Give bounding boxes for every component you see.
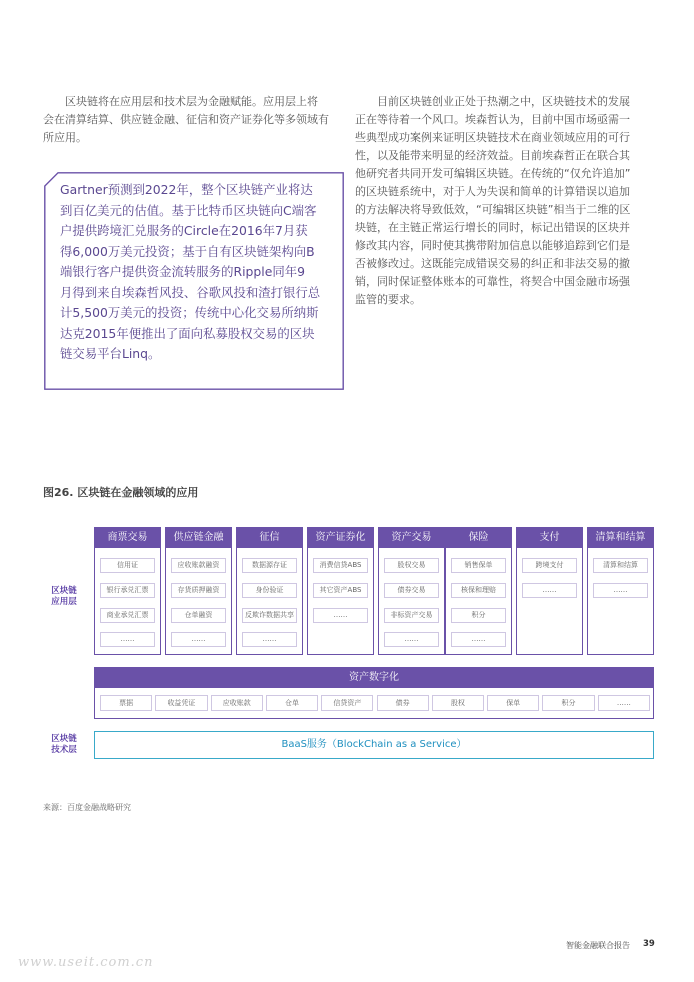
application-item: 信用证 [100, 558, 155, 573]
callout-line: 计5,500万美元的投资；传统中心化交易所纳斯 [60, 305, 319, 320]
technology-layer-label-line: 技术层 [51, 745, 77, 755]
asset-item: 仓单 [266, 695, 318, 711]
left-paragraph-line: 区块链将在应用层和技术层为金融赋能。应用层上将 [43, 95, 318, 108]
application-column [307, 527, 374, 655]
application-column [94, 527, 161, 655]
column-header: 资产交易 [379, 528, 444, 548]
application-layer-label [44, 586, 84, 608]
baas-service-bar: BaaS服务（BlockChain as a Service） [94, 731, 654, 759]
asset-item: 保单 [487, 695, 539, 711]
right-paragraph-line: 的区块链系统中，对于人为失误和简单的计算错误以追加 [355, 185, 630, 198]
right-paragraph-line: 他研究者共同开发可编辑区块链。在传统的“仅允许追加” [355, 167, 631, 180]
left-paragraph-line: 所应用。 [43, 131, 87, 144]
asset-item: 债券 [377, 695, 429, 711]
callout-box [44, 172, 344, 390]
application-item: 消费信贷ABS [313, 558, 368, 573]
right-paragraph [355, 93, 653, 309]
application-item: 数据源存证 [242, 558, 297, 573]
right-paragraph-line: 监管的要求。 [355, 293, 421, 306]
application-column [587, 527, 654, 655]
application-item: …… [593, 583, 648, 598]
right-paragraph-line: 的方法解决将导致低效，“可编辑区块链”相当于二维的区 [355, 203, 631, 216]
application-item: 清算和结算 [593, 558, 648, 573]
column-header: 供应链金融 [166, 528, 231, 548]
asset-item: …… [598, 695, 650, 711]
asset-item: 信贷资产 [321, 695, 373, 711]
application-item: 非标资产交易 [384, 608, 439, 623]
source-note: 来源：百度金融战略研究 [43, 803, 131, 812]
callout-line: 得6,000万美元投资；基于自有区块链架构向B [60, 243, 315, 259]
right-paragraph-line: 目前区块链创业正处于热潮之中，区块链技术的发展 [355, 95, 630, 108]
right-paragraph-line: 修改其内容，同时使其携带附加信息以能够追踪到它们是 [355, 239, 630, 252]
asset-item: 应收账款 [211, 695, 263, 711]
column-header: 保险 [446, 528, 511, 548]
application-item: 债券交易 [384, 583, 439, 598]
callout-line: 月得到来自埃森哲风投、谷歌风投和渣打银行总 [60, 284, 321, 300]
right-paragraph-line: 性，以及能带来明显的经济效益。目前埃森哲正在联合其 [355, 149, 630, 162]
application-item: 银行承兑汇票 [100, 583, 155, 598]
application-item: …… [522, 583, 577, 598]
asset-item: 票据 [100, 695, 152, 711]
application-item: …… [313, 608, 368, 623]
application-column [165, 527, 232, 655]
application-item: 身份验证 [242, 583, 297, 598]
asset-digitization-header: 资产数字化 [95, 668, 653, 688]
application-item: 股权交易 [384, 558, 439, 573]
footer-report-title: 智能金融联合报告 [566, 941, 630, 950]
application-column [378, 527, 445, 655]
callout-line: 到百亿美元的估值。基于比特币区块链向C端客 [60, 202, 317, 218]
application-item: …… [384, 632, 439, 647]
column-header: 商票交易 [95, 528, 160, 548]
technology-layer-label-line: 区块链 [51, 734, 77, 744]
column-header: 征信 [237, 528, 302, 548]
right-paragraph-line: 销，同时保证整体账本的可靠性，将契合中国金融市场强 [355, 275, 630, 288]
callout-line: 达克2015年便推出了面向私募股权交易的区块 [60, 325, 315, 341]
application-item: 仓单融资 [171, 608, 226, 623]
asset-item: 收益凭证 [155, 695, 207, 711]
callout-line: 链交易平台Linq。 [60, 346, 161, 361]
asset-item: 股权 [432, 695, 484, 711]
column-header: 清算和结算 [588, 528, 653, 548]
right-paragraph-line: 否被修改过。这既能完成错误交易的纠正和非法交易的撤 [355, 257, 630, 270]
callout-text [60, 180, 332, 365]
application-item: 其它资产ABS [313, 583, 368, 598]
right-paragraph-line: 正在等待着一个风口。埃森哲认为，目前中国市场亟需一 [355, 113, 630, 126]
watermark: www.useit.com.cn [18, 955, 154, 970]
application-column [445, 527, 512, 655]
application-item: 积分 [451, 608, 506, 623]
application-item: 应收账款融资 [171, 558, 226, 573]
application-item: 核保和理赔 [451, 583, 506, 598]
right-paragraph-line: 些典型成功案例来证明区块链技术在商业领域应用的可行 [355, 131, 630, 144]
page-number: 39 [643, 939, 655, 949]
left-paragraph-line: 会在清算结算、供应链金融、征信和资产证券化等多领域有 [43, 113, 329, 126]
application-item: 反欺诈数据共享 [242, 608, 297, 623]
asset-digitization-box [94, 667, 654, 719]
application-item: …… [100, 632, 155, 647]
technology-layer-label [44, 734, 84, 756]
application-layer-label-line: 应用层 [51, 597, 77, 607]
application-column [236, 527, 303, 655]
callout-line: 户提供跨境汇兑服务的Circle在2016年7月获 [60, 223, 308, 238]
application-item: 跨境支付 [522, 558, 577, 573]
callout-line: 端银行客户提供资金流转服务的Ripple同年9 [60, 264, 305, 279]
application-item: 商业承兑汇票 [100, 608, 155, 623]
application-item: …… [242, 632, 297, 647]
application-item: 销售保单 [451, 558, 506, 573]
callout-line: Gartner预测到2022年，整个区块链产业将达 [60, 182, 313, 197]
right-paragraph-line: 块链，在主链正常运行增长的同时，标记出错误的区块并 [355, 221, 630, 234]
application-column [516, 527, 583, 655]
application-item: 存货质押融资 [171, 583, 226, 598]
asset-item: 积分 [542, 695, 594, 711]
application-layer-label-line: 区块链 [51, 586, 77, 596]
left-paragraph [43, 93, 343, 147]
application-item: …… [451, 632, 506, 647]
column-header: 支付 [517, 528, 582, 548]
column-header: 资产证券化 [308, 528, 373, 548]
figure-title: 图26. 区块链在金融领域的应用 [43, 486, 199, 499]
application-item: …… [171, 632, 226, 647]
